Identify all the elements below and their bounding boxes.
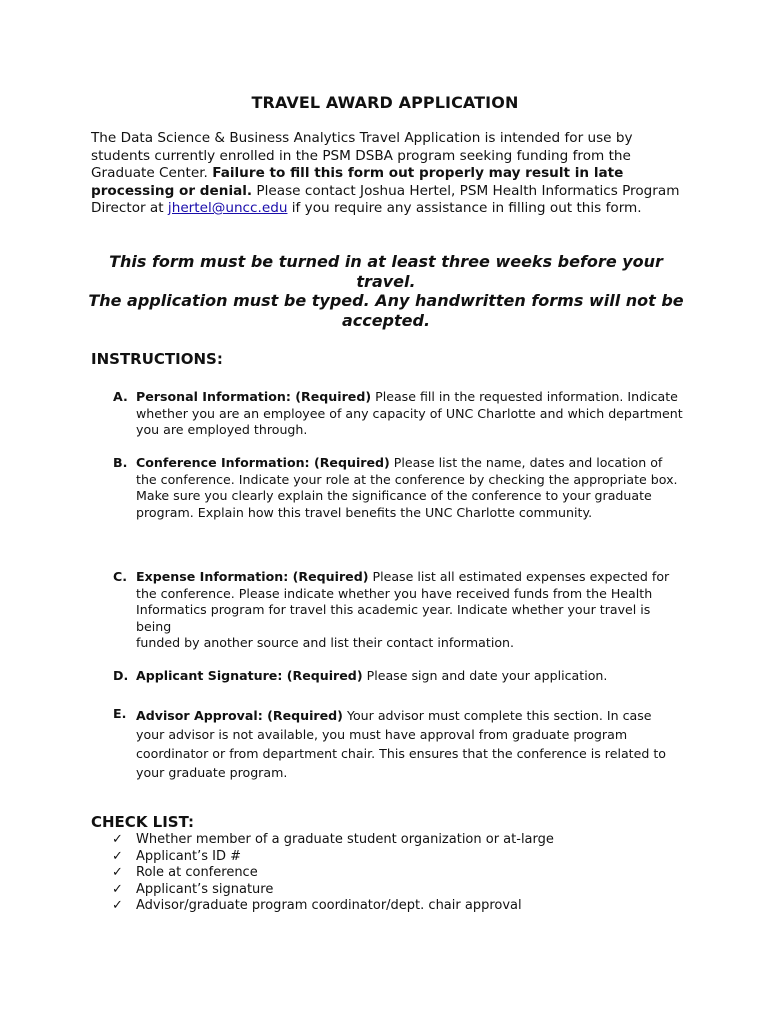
- instruction-label: Applicant Signature: (Required): [136, 668, 363, 683]
- instruction-text: Please list the name, dates and location of the conference. Indicate your role at the conference by checking the appropriate box. Make sure you clearly explain the significance of the conference to your graduate program. Explain how this travel benefits the UNC Charlotte community.: [136, 455, 678, 520]
- notice-block: [86, 252, 686, 330]
- notice-line-2: The application must be typed. Any handwritten forms will not be accepted.: [88, 291, 684, 330]
- check-icon: ✓: [112, 848, 123, 864]
- page-title: TRAVEL AWARD APPLICATION: [251, 93, 519, 112]
- checklist-item: [112, 898, 672, 915]
- email-link[interactable]: jhertel@uncc.edu: [167, 200, 288, 216]
- intro-warning: Failure to fill this form out properly may result in late processing or denial.: [91, 165, 624, 199]
- instruction-letter: A.: [113, 389, 128, 404]
- instruction-text-cont: funded by another source and list their contact information.: [136, 635, 515, 651]
- check-icon: ✓: [112, 865, 123, 881]
- intro-text-2: Please contact Joshua Hertel, PSM Health Informatics Program Director at: [91, 182, 680, 216]
- checklist-item: [112, 882, 672, 899]
- checklist-item: [112, 832, 672, 849]
- checklist-item-text: Whether member of a graduate student organization or at-large: [136, 832, 554, 847]
- check-icon: ✓: [112, 898, 123, 914]
- instructions-heading: INSTRUCTIONS:: [91, 350, 223, 368]
- instruction-text: Your advisor must complete this section. In case your advisor is not available, you must have approval from graduate program coordinator or from department chair. This ensures that the conference is related to your graduate program.: [136, 708, 666, 780]
- notice-line-1: This form must be turned in at least three weeks before your travel.: [109, 252, 663, 291]
- instruction-label: Conference Information: (Required): [136, 455, 390, 470]
- instruction-item-a: [113, 389, 683, 439]
- checklist: [112, 832, 672, 915]
- instruction-text: Please sign and date your application.: [362, 668, 608, 683]
- checklist-item-text: Advisor/graduate program coordinator/dept. chair approval: [136, 898, 522, 914]
- checklist-heading: CHECK LIST:: [91, 813, 195, 831]
- instruction-label: Personal Information: (Required): [136, 389, 372, 404]
- instruction-letter: E.: [113, 706, 127, 721]
- checklist-item-text: Applicant’s signature: [136, 881, 274, 897]
- check-icon: ✓: [112, 881, 123, 897]
- intro-text-1: The Data Science & Business Analytics Travel Application is intended for use by students currently enrolled in the PSM DSBA program seeking funding from the Graduate Center.: [91, 130, 633, 181]
- instruction-text: Please fill in the requested information. Indicate whether you are an employee of any capacity of UNC Charlotte and which department you are employed through.: [136, 389, 683, 438]
- intro-paragraph: [91, 130, 691, 218]
- checklist-item: [112, 865, 672, 882]
- checklist-item: [112, 849, 672, 866]
- instruction-item-e: [113, 706, 683, 782]
- instruction-label: Advisor Approval: (Required): [136, 708, 343, 723]
- instruction-item-d: [113, 668, 683, 685]
- check-icon: ✓: [112, 832, 123, 847]
- instruction-letter: D.: [113, 668, 129, 683]
- instruction-label: Expense Information: (Required): [136, 569, 369, 584]
- checklist-item-text: Applicant’s ID #: [136, 848, 241, 864]
- instruction-item-c: [113, 569, 683, 652]
- instruction-text: Please list all estimated expenses expected for the conference. Please indicate whether you have received funds from the Health Informatics program for travel this academic year. Indicate whether your travel is being: [136, 569, 670, 634]
- instruction-item-b: [113, 455, 683, 521]
- intro-text-3: if you require any assistance in filling out this form.: [287, 200, 642, 216]
- instruction-letter: B.: [113, 455, 128, 470]
- instruction-letter: C.: [113, 569, 128, 584]
- checklist-item-text: Role at conference: [136, 865, 258, 881]
